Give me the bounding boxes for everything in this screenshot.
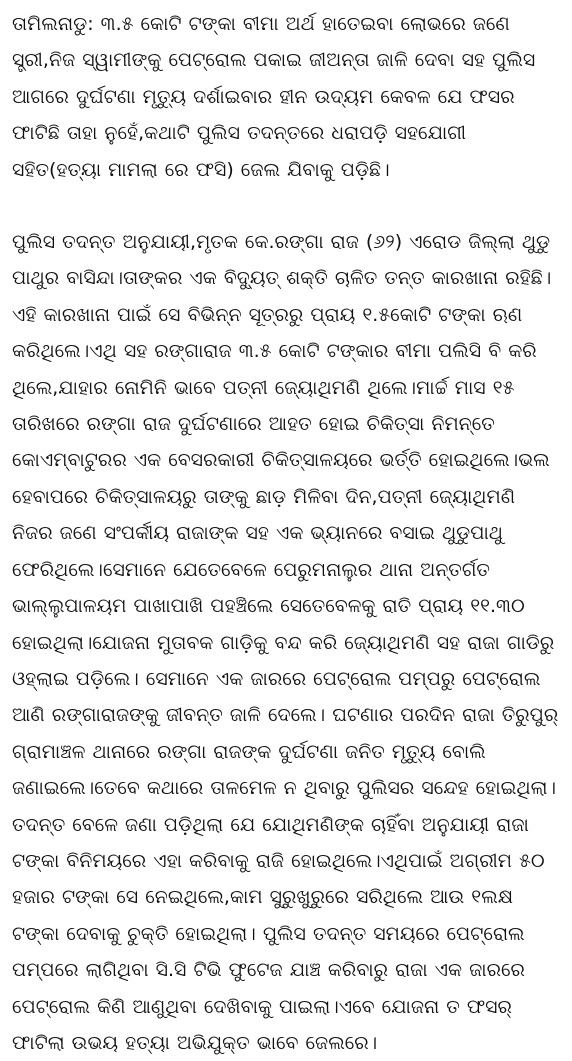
article-intro-paragraph: ତାମିଲନାଡୁ: ୩.୫ କୋଟି ଟଙ୍କା ବୀମା ଅର୍ଥ ହାତେଇବା ଲୋଭରେ ଜଣେ ସ୍ତ୍ରୀ,ନିଜ ସ୍ୱାମୀଙ୍କୁ ପେଟ୍ରୋଲ ପକାଇ ଜୀଅନ୍ତା ଜାଳି ଦେବା ସହ ପୁଲିସ ଆଗରେ ଦୁର୍ଘଟଣା ମୃତ୍ୟୁ ଦର୍ଶାଇବାର ହୀନ ଉଦ୍ୟମ କେବଳ ଯେ ଫସର ଫାଟିଛି ତାହା ନୁହେଁ,କଥାଟି ପୁଲିସ ତଦନ୍ତରେ ଧରାପଡ଼ି ସହଯୋଗୀ ସହିତ(ହତ୍ୟା ମାମଲା ରେ ଫସି) ଜେଲ ଯିବାକୁ ପଡ଼ିଛି। <box>12 13 536 181</box>
paragraph-gap <box>12 188 560 224</box>
article-body-paragraph: ପୁଲିସ ତଦନ୍ତ ଅନୁଯାୟୀ,ମୃତକ କେ.ରଙ୍ଗା ରାଜ (୬୨) ଏରୋଡ ଜିଲ୍ଲା ଥୁଡୁ ପାଥୁର ବାସିନ୍ଦା।ତାଙ୍କର ଏକ ବିଦ୍ୟୁତ୍ ଶକ୍ତି ଚାଳିତ ତନ୍ତ କାରଖାନା ରହିଛି।ଏହି କାରଖାନା ପାଇଁ ସେ ବିଭିନ୍ନ ସୂତ୍ରରୁ ପ୍ରାୟ ୧.୫କୋଟି ଟଙ୍କା ଋଣ କରିଥିଲେ।ଏଥି ସହ ରଙ୍ଗାରାଜ ୩.୫ କୋଟି ଟଙ୍କାର ବୀମା ପଲିସି ବି କରି ଥିଲେ,ଯାହାର ନୋମିନି ଭାବେ ପତ୍ନୀ ଜ୍ୟୋଥିମଣି ଥିଲେ।ମାର୍ଚ୍ଚ ମାସ ୧୫ ତାରିଖରେ ରଙ୍ଗା ରାଜ ଦୁର୍ଘଟଣାରେ ଆହତ ହୋଇ ଚିକିତ୍ସା ନିମନ୍ତେ କୋଏମ୍ବାଟୁରର ଏକ ବେସରକାରୀ ଚିକିତ୍ସାଳୟରେ ଭର୍ତ୍ତି ହୋଇଥିଲେ।ଭଲ ହେବାପରେ ଚିକିତ୍ସାଳୟରୁ ତାଙ୍କୁ ଛାଡ଼ ମିଳିବା ଦିନ,ପତ୍ନୀ ଜ୍ୟୋଥିମଣି ନିଜର ଜଣେ ସଂପର୍କୀୟ ରାଜାଙ୍କ ସହ ଏକ ଭ୍ୟାନରେ ବସାଇ ଥୁଡୁପାଥୁ ଫେରିଥିଲେ।ସେମାନେ ଯେତେବେଳେ ପେରୁମନାଲୁର ଥାନା ଅନ୍ତର୍ଗତ ଭାଲ୍ଲୁପାଳୟମ ପାଖାପାଖି ପହଞ୍ଚିଲେ ସେତେବେଳକୁ ରାତି ପ୍ରାୟ ୧୧.୩୦ ହୋଇଥିଲା।ଯୋଜନା ମୁତାବକ ଗାଡ଼ିକୁ ବନ୍ଦ କରି ଜ୍ୟୋଥିମଣି ସହ ରାଜା ଗାଡିରୁ ଓହ୍ଲାଇ ପଡ଼ିଲେ। ସେମାନେ ଏକ ଜାରରେ ପେଟ୍ରୋଲ ପମ୍ପରୁ ପେଟ୍ରୋଲ ଆଣି ରଙ୍ଗାରାଜଙ୍କୁ ଜୀବନ୍ତ ଜାଳି ଦେଲେ। ଘଟଣାର ପରଦିନ ରାଜା ତିରୁପୁର୍ ଗ୍ରାମାଞ୍ଚଳ ଥାନାରେ ରଙ୍ଗା ରାଜଙ୍କ ଦୁର୍ଘଟଣା ଜନିତ ମୃତ୍ୟୁ ବୋଲି ଜଣାଇଲେ।ତେବେ କଥାରେ ତାଳମେଳ ନ ଥିବାରୁ ପୁଲିସର ସନ୍ଦେହ ହୋଇଥିଲା। ତଦନ୍ତ ବେଳେ ଜଣା ପଡ଼ିଥିଲା ଯେ ଯୋଥିମଣିଙ୍କ ଚାହିଁବା ଅନୁଯାୟୀ ରାଜା ଟଙ୍କା ବିନିମୟରେ ଏହା କରିବାକୁ ରାଜି ହୋଇଥିଲେ।ଏଥିପାଇଁ ଅଗ୍ରୀମ ୫୦ ହଜାର ଟଙ୍କା ସେ ନେଇଥିଲେ,କାମ ସୁରୁଖୁରୁରେ ସରିଥିଲେ ଆଉ ୧ଲକ୍ଷ ଟଙ୍କା ଦେବାକୁ ଚୁକ୍ତି ହୋଇଥିଲା। ପୁଲିସ ତଦନ୍ତ ସମୟରେ ପେଟ୍ରୋଲ ପମ୍ପରେ ଲାଗିଥିବା ସି.ସି ଟିଭି ଫୁଟେଜ ଯାଞ୍ଚ କରିବାରୁ ରାଜା ଏକ ଜାରରେ ପେଟ୍ରୋଲ କିଣି ଆଣୁଥିବା ଦେଖିବାକୁ ପାଇଲା।ଏବେ ଯୋଜନା ତ ଫସର୍ ଫାଟିଲା ଉଭୟ ହତ୍ୟା ଅଭିଯୁକ୍ତ ଭାବେ ଜେଲରେ। <box>12 231 559 1054</box>
